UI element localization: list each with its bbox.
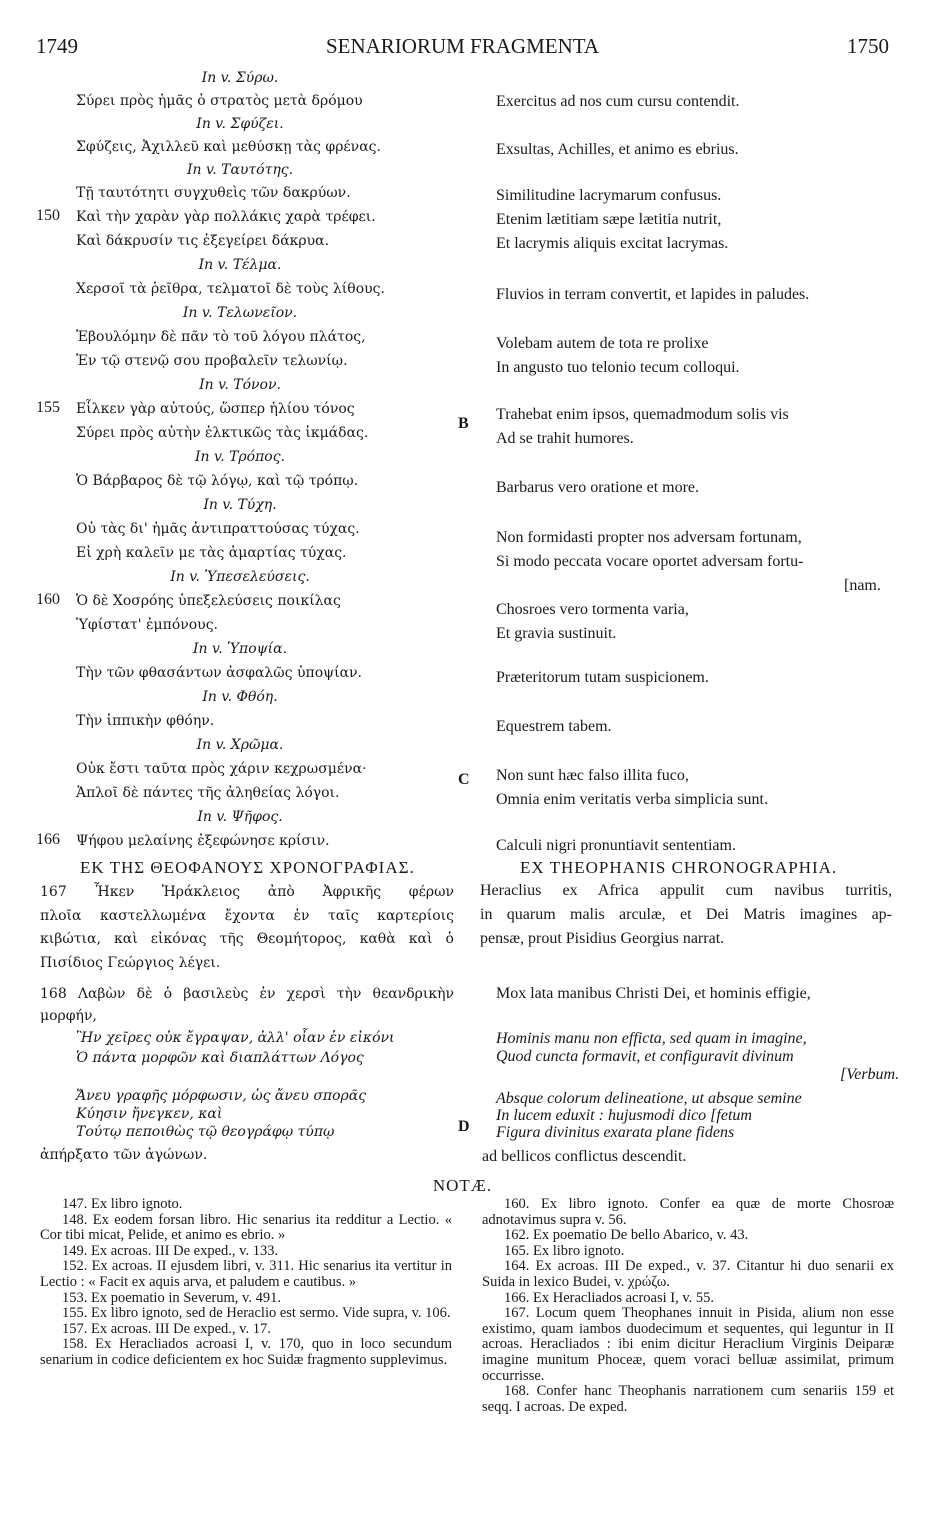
verse-number: 166 <box>36 831 60 848</box>
greek-verse-line: Καὶ δάκρυσίν τις ἐξεγείρει δάκρυα. <box>76 233 330 249</box>
greek-lemma-heading: In v. Φθόη. <box>202 689 278 705</box>
note-entry: 155. Ex libro ignoto, sed de Heraclio est sermo. Vide supra, v. 106. <box>62 1305 451 1322</box>
note-entry: 165. Ex libro ignoto. <box>504 1242 625 1259</box>
greek-lemma-heading: In v. Χρῶμα. <box>196 737 284 753</box>
greek-verse-line: Σύρει πρὸς αὐτὴν ἑλκτικῶς τὰς ἰκμάδας. <box>76 425 369 441</box>
notes-heading: NOTÆ. <box>432 1176 493 1195</box>
greek-lemma-heading: In v. Τόνον. <box>199 377 281 393</box>
latin-verse-line: Barbarus vero oratione et more. <box>496 479 700 496</box>
greek-lemma-heading: In v. Τελωνεῖον. <box>182 305 298 321</box>
latin-verse-line: Exercitus ad nos cum cursu contendit. <box>496 93 740 110</box>
latin-verse-line: Fluvios in terram convertit, et lapides in paludes. <box>496 286 810 303</box>
latin-italic-verse: Absque colorum delineatione, ut absque semine <box>496 1090 802 1107</box>
latin-verse-line: Non formidasti propter nos adversam fortunam, <box>496 529 802 546</box>
note-entry: 147. Ex libro ignoto. <box>62 1196 183 1212</box>
latin-verse-line: Etenim lætitiam sæpe lætitia nutrit, <box>496 211 722 228</box>
latin-verse-line: Exsultas, Achilles, et animo es ebrius. <box>496 141 739 158</box>
note-entry: 148. Ex eodem forsan libro. Hic senarius ita redditur a Lectio. « Cor tibi micat, Pelide, et animo es ebrio. » <box>40 1211 452 1244</box>
latin-prose-line: in quarum malis arculæ, et Dei Matris imagines ap- <box>480 906 892 923</box>
greek-lemma-heading: In v. Τύχη. <box>203 497 277 513</box>
greek-lemma-heading: In v. Ὑποψία. <box>192 641 288 657</box>
latin-verse-continuation: [nam. <box>844 577 881 594</box>
latin-168-line: Mox lata manibus Christi Dei, et hominis effigie, <box>496 985 811 1002</box>
running-title: SENARIORUM FRAGMENTA <box>325 34 600 58</box>
latin-verse-line: Volebam autem de tota re prolixe <box>496 335 709 352</box>
notes-left-column <box>40 1197 452 1369</box>
latin-section-heading: EX THEOPHANIS CHRONOGRAPHIA. <box>520 858 838 877</box>
latin-verse-line: Præteritorum tutam suspicionem. <box>496 669 709 686</box>
greek-verse-line: Ὁ Βάρβαρος δὲ τῷ λόγῳ, καὶ τῷ τρόπῳ. <box>76 473 359 489</box>
margin-letter: C <box>458 771 470 788</box>
latin-verse-line: Similitudine lacrymarum confusus. <box>496 187 722 204</box>
greek-lemma-heading: In v. Ταυτότης. <box>186 162 294 178</box>
greek-lemma-heading: In v. Τέλμα. <box>198 257 282 273</box>
note-entry: 168. Confer hanc Theophanis narrationem cum senariis 159 et seqq. I acroas. De exped. <box>482 1383 894 1415</box>
verse-number: 155 <box>36 399 60 416</box>
margin-letter: D <box>458 1118 470 1135</box>
greek-prose-line: πλοῖα καστελλωμένα ἔχοντα ἐν ταῖς καρτερίοις <box>40 907 454 924</box>
latin-verse-line: Trahebat enim ipsos, quemadmodum solis vis <box>496 406 789 423</box>
latin-prose-line: Heraclius ex Africa appulit cum navibus turritis, <box>480 882 892 899</box>
greek-prose-line: Πισίδιος Γεώργιος λέγει. <box>40 954 221 971</box>
greek-prose-line: μορφήν, <box>40 1008 97 1024</box>
latin-verse-line: Equestrem tabem. <box>496 718 612 735</box>
greek-verse-line: Τῇ ταυτότητι συγχυθεὶς τῶν δακρύων. <box>76 185 351 201</box>
note-entry: 152. Ex acroas. II ejusdem libri, v. 311. Hic senarius ita vertitur in Lectio : « Facit ex aquis arva, et paludem e cautibus. » <box>40 1258 452 1290</box>
greek-italic-verse: Ἄνευ γραφῆς μόρφωσιν, ὡς ἄνευ σπορᾶς <box>76 1088 367 1104</box>
note-entry: 167. Locum quem Theophanes innuit in Pisida, alium non esse existimo, quam iambos duodecimum et sequentes, qui leguntur in II acroas. Heracliados : ibi enim dicitur Heraclium Virginis Deiparæ imagine munitum Phoceæ, quem voraci belluæ assimilat, primum occurrisse. <box>482 1305 894 1384</box>
greek-prose-line: 168 Λαβὼν δὲ ὁ βασιλεὺς ἐν χερσὶ τὴν θεανδρικὴν <box>40 986 454 1002</box>
greek-verse-line: Ἐβουλόμην δὲ πᾶν τὸ τοῦ λόγου πλάτος, <box>76 329 366 345</box>
greek-lemma-heading: In v. Σφύζει. <box>196 116 284 132</box>
verse-number: 150 <box>36 207 60 224</box>
greek-lemma-heading: In v. Ψῆφος. <box>197 809 283 825</box>
notes-right-column <box>482 1197 894 1415</box>
latin-verse-line: Omnia enim veritatis verba simplicia sunt. <box>496 791 768 808</box>
note-entry: 160. Ex libro ignoto. Confer ea quæ de morte Chosroæ adnotavimus supra v. 56. <box>482 1196 894 1228</box>
latin-italic-verse: Figura divinitus exarata plane fidens <box>496 1124 735 1141</box>
latin-verse-line: Et gravia sustinuit. <box>496 625 617 642</box>
greek-verse-line: Καὶ τὴν χαρὰν γὰρ πολλάκις χαρὰ τρέφει. <box>76 209 376 225</box>
greek-lemma-heading: In v. Σύρω. <box>201 70 279 86</box>
greek-verse-line: Ἐν τῷ στενῷ σου προβαλεῖν τελωνίῳ. <box>76 353 348 369</box>
note-entry: 157. Ex acroas. III De exped., v. 17. <box>62 1320 271 1337</box>
greek-verse-line: Εἷλκεν γὰρ αὐτούς, ὥσπερ ἡλίου τόνος <box>76 401 355 417</box>
latin-verse-line: Et lacrymis aliquis excitat lacrymas. <box>496 235 729 252</box>
latin-verse-line: Si modo peccata vocare oportet adversam fortu- <box>496 553 804 570</box>
greek-verse-line: Χερσοῖ τὰ ῥεῖθρα, τελματοῖ δὲ τοὺς λίθους. <box>76 281 385 297</box>
greek-verse-line: Εἰ χρὴ καλεῖν με τὰς ἁμαρτίας τύχας. <box>76 545 347 561</box>
note-entry: 149. Ex acroas. III De exped., v. 133. <box>62 1242 279 1259</box>
note-entry: 158. Ex Heracliados acroasi I, v. 170, quo in loco secundum senarium in codice deficientem ex hoc Suidæ fragmento supplevimus. <box>40 1336 452 1368</box>
latin-verse-line: Chosroes vero tormenta varia, <box>496 601 689 618</box>
latin-italic-verse: [Verbum. <box>840 1066 900 1083</box>
greek-verse-line: Σφύζεις, Ἀχιλλεῦ καὶ μεθύσκῃ τὰς φρένας. <box>76 139 381 155</box>
greek-verse-line: Τὴν ἱππικὴν φθόην. <box>76 713 215 729</box>
latin-verse-line: Non sunt hæc falso illita fuco, <box>496 767 689 784</box>
greek-italic-verse: Ἣν χεῖρες οὐκ ἔγραψαν, ἀλλ' οἷαν ἐν εἰκόνι <box>76 1030 395 1046</box>
greek-verse-line: Τὴν τῶν φθασάντων ἀσφαλῶς ὑποψίαν. <box>76 665 363 681</box>
greek-verse-line: Οὐκ ἔστι ταῦτα πρὸς χάριν κεχρωσμένα· <box>76 761 367 777</box>
note-entry: 164. Ex acroas. III De exped., v. 37. Citantur hi duo senarii ex Suida in lexico Budei, v. χρώζω. <box>482 1258 894 1290</box>
latin-verse-line: Calculi nigri pronuntiavit sententiam. <box>496 837 736 854</box>
greek-verse-line: Ὁ δὲ Χοσρόης ὑπεξελεύσεις ποικίλας <box>76 593 341 609</box>
greek-verse-line: Ὑφίστατ' ἐμπόνους. <box>76 617 218 633</box>
note-entry: 162. Ex poematio De bello Abarico, v. 43. <box>504 1227 749 1244</box>
margin-letter: B <box>458 415 469 432</box>
greek-verse-line: Ἁπλοῖ δὲ πάντες τῆς ἀληθείας λόγοι. <box>76 785 340 801</box>
greek-verse-line: Ψήφου μελαίνης ἐξεφώνησε κρίσιν. <box>76 833 330 849</box>
note-entry: 166. Ex Heracliados acroasi I, v. 55. <box>504 1289 715 1306</box>
latin-prose-line: pensæ, prout Pisidius Georgius narrat. <box>480 930 725 947</box>
greek-italic-verse: Τούτῳ πεποιθὼς τῷ θεογράφῳ τύπῳ <box>76 1124 335 1140</box>
greek-lemma-heading: In v. Ὑπεσελεύσεις. <box>170 569 310 585</box>
latin-italic-verse: Quod cuncta formavit, et configuravit divinum <box>496 1048 794 1065</box>
latin-verse-line: Ad se trahit humores. <box>496 430 634 447</box>
latin-verse-line: In angusto tuo telonio tecum colloqui. <box>496 359 740 376</box>
note-entry: 153. Ex poematio in Severum, v. 491. <box>62 1289 281 1306</box>
latin-italic-verse: Hominis manu non efficta, sed quam in imagine, <box>496 1030 807 1047</box>
greek-verse-line: Σύρει πρὸς ἡμᾶς ὁ στρατὸς μετὰ δρόμου <box>76 93 363 109</box>
verse-number: 160 <box>36 591 60 608</box>
greek-prose-line: κιβώτια, καὶ εἰκόνας τῆς Θεομήτορος, καθὰ καὶ ὁ <box>40 931 454 947</box>
greek-verse-line: Οὐ τὰς δι' ἡμᾶς ἀντιπραττούσας τύχας. <box>76 521 360 537</box>
greek-end-line: ἀπήρξατο τῶν ἀγώνων. <box>40 1147 208 1163</box>
greek-lemma-heading: In v. Τρόπος. <box>194 449 286 465</box>
latin-italic-verse: In lucem eduxit : hujusmodi dico [fetum <box>496 1107 752 1124</box>
greek-prose-line: 167 Ἧκεν Ἡράκλειος ἀπὸ Ἀφρικῆς φέρων <box>40 884 454 900</box>
page-number-right: 1750 <box>847 34 889 58</box>
greek-italic-verse: Ὁ πάντα μορφῶν καὶ διαπλάττων Λόγος <box>76 1050 364 1066</box>
page-number-left: 1749 <box>36 34 78 58</box>
greek-italic-verse: Κύησιν ἤνεγκεν, καὶ <box>76 1106 223 1122</box>
greek-section-heading: ΕΚ ΤΗΣ ΘΕΟΦΑΝΟΥΣ ΧΡΟΝΟΓΡΑΦΙΑΣ. <box>80 858 415 877</box>
latin-end-line: ad bellicos conflictus descendit. <box>482 1148 687 1165</box>
